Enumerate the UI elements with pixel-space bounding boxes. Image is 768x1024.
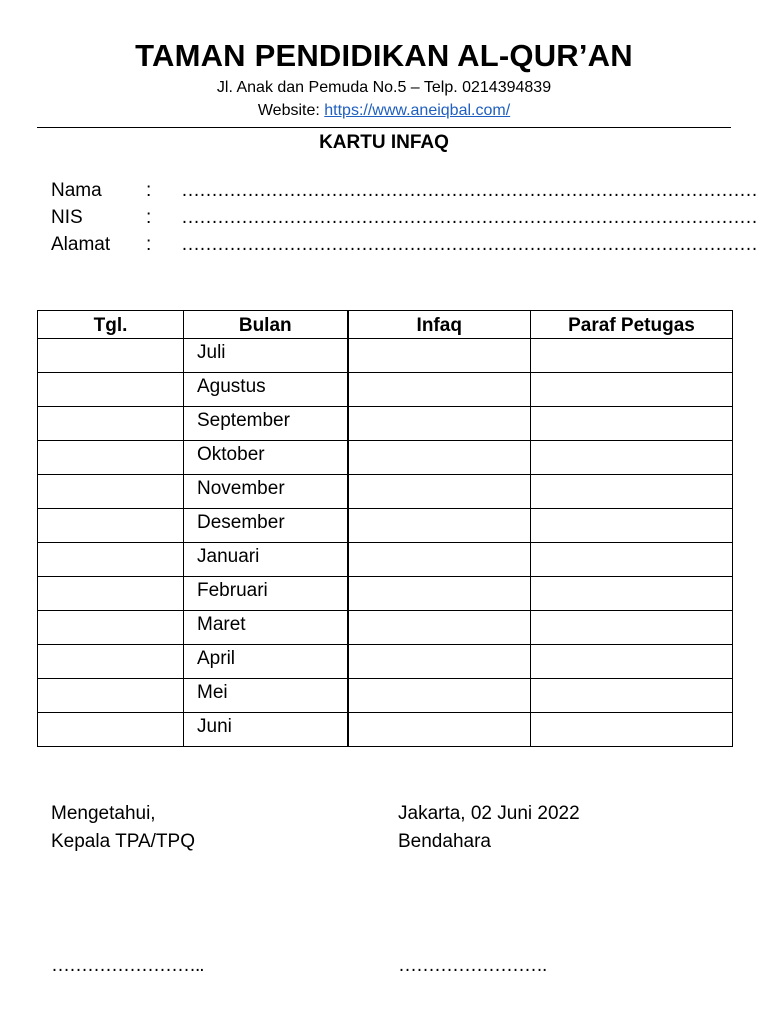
table-row [38,441,733,475]
website-label: Website: [257,102,325,119]
cell-paraf [531,373,733,407]
signature-line-left: …………………….. [51,955,204,976]
cell-bulan: Mei [184,679,348,713]
cell-tgl [38,611,184,645]
cell-bulan: September [184,407,348,441]
field-nis [51,205,757,231]
table-row [38,611,733,645]
field-colon: : [146,180,152,201]
address-line: Jl. Anak dan Pemuda No.5 – Telp. 0214394839 [216,79,552,96]
cell-infaq [348,407,531,441]
field-label: NIS [51,207,83,228]
field-label: Nama [51,180,102,201]
field-dots: …………………………………………………………………………………… [181,180,757,201]
cell-infaq [348,679,531,713]
header-paraf: Paraf Petugas [531,311,733,339]
cell-bulan: Juli [184,339,348,373]
signature-right [398,800,580,856]
table-header-row [38,311,733,339]
cell-bulan: Oktober [184,441,348,475]
header-bulan: Bulan [184,311,348,339]
cell-infaq [348,645,531,679]
cell-bulan: Maret [184,611,348,645]
cell-tgl [38,373,184,407]
cell-paraf [531,509,733,543]
table-row [38,339,733,373]
cell-bulan: Januari [184,543,348,577]
cell-infaq [348,509,531,543]
document-title: TAMAN PENDIDIKAN AL-QUR’AN [135,38,633,73]
cell-bulan: November [184,475,348,509]
table-row [38,645,733,679]
cell-paraf [531,713,733,747]
cell-bulan: Agustus [184,373,348,407]
field-alamat [51,232,757,258]
cell-tgl [38,577,184,611]
cell-infaq [348,475,531,509]
table-row [38,543,733,577]
signature-line-right: ……………………. [398,955,547,976]
signature-left [51,800,195,856]
cell-tgl [38,679,184,713]
table-row [38,373,733,407]
table-row [38,577,733,611]
cell-paraf [531,645,733,679]
cell-paraf [531,611,733,645]
mengetahui-text: Mengetahui, [51,803,156,824]
card-title: KARTU INFAQ [319,132,449,153]
cell-paraf [531,543,733,577]
cell-infaq [348,577,531,611]
cell-bulan: Februari [184,577,348,611]
cell-paraf [531,339,733,373]
table-row [38,713,733,747]
cell-infaq [348,441,531,475]
header-divider [37,127,731,128]
cell-paraf [531,407,733,441]
cell-tgl [38,509,184,543]
table-row [38,679,733,713]
field-nama [51,178,757,204]
place-date: Jakarta, 02 Juni 2022 [398,803,580,824]
field-label: Alamat [51,234,111,255]
cell-infaq [348,543,531,577]
cell-tgl [38,407,184,441]
table-row [38,509,733,543]
cell-tgl [38,713,184,747]
cell-bulan: Desember [184,509,348,543]
cell-bulan: Juni [184,713,348,747]
cell-bulan: April [184,645,348,679]
website-link[interactable]: https://www.aneiqbal.com/ [324,102,511,119]
field-dots: …………………………………………………………………………………… [181,207,757,228]
cell-tgl [38,543,184,577]
cell-infaq [348,373,531,407]
header-tgl: Tgl. [38,311,184,339]
cell-tgl [38,339,184,373]
field-dots: …………………………………………………………………………………… [181,234,757,255]
website-line [0,102,768,120]
cell-tgl [38,475,184,509]
kepala-title: Kepala TPA/TPQ [51,831,195,852]
cell-paraf [531,441,733,475]
header-infaq: Infaq [348,311,531,339]
table-row [38,407,733,441]
bendahara-title: Bendahara [398,831,491,852]
cell-paraf [531,577,733,611]
table-row [38,475,733,509]
cell-paraf [531,679,733,713]
cell-tgl [38,441,184,475]
infaq-table [37,310,733,747]
cell-infaq [348,339,531,373]
cell-paraf [531,475,733,509]
cell-tgl [38,645,184,679]
cell-infaq [348,611,531,645]
field-colon: : [146,207,152,228]
cell-infaq [348,713,531,747]
field-colon: : [146,234,152,255]
